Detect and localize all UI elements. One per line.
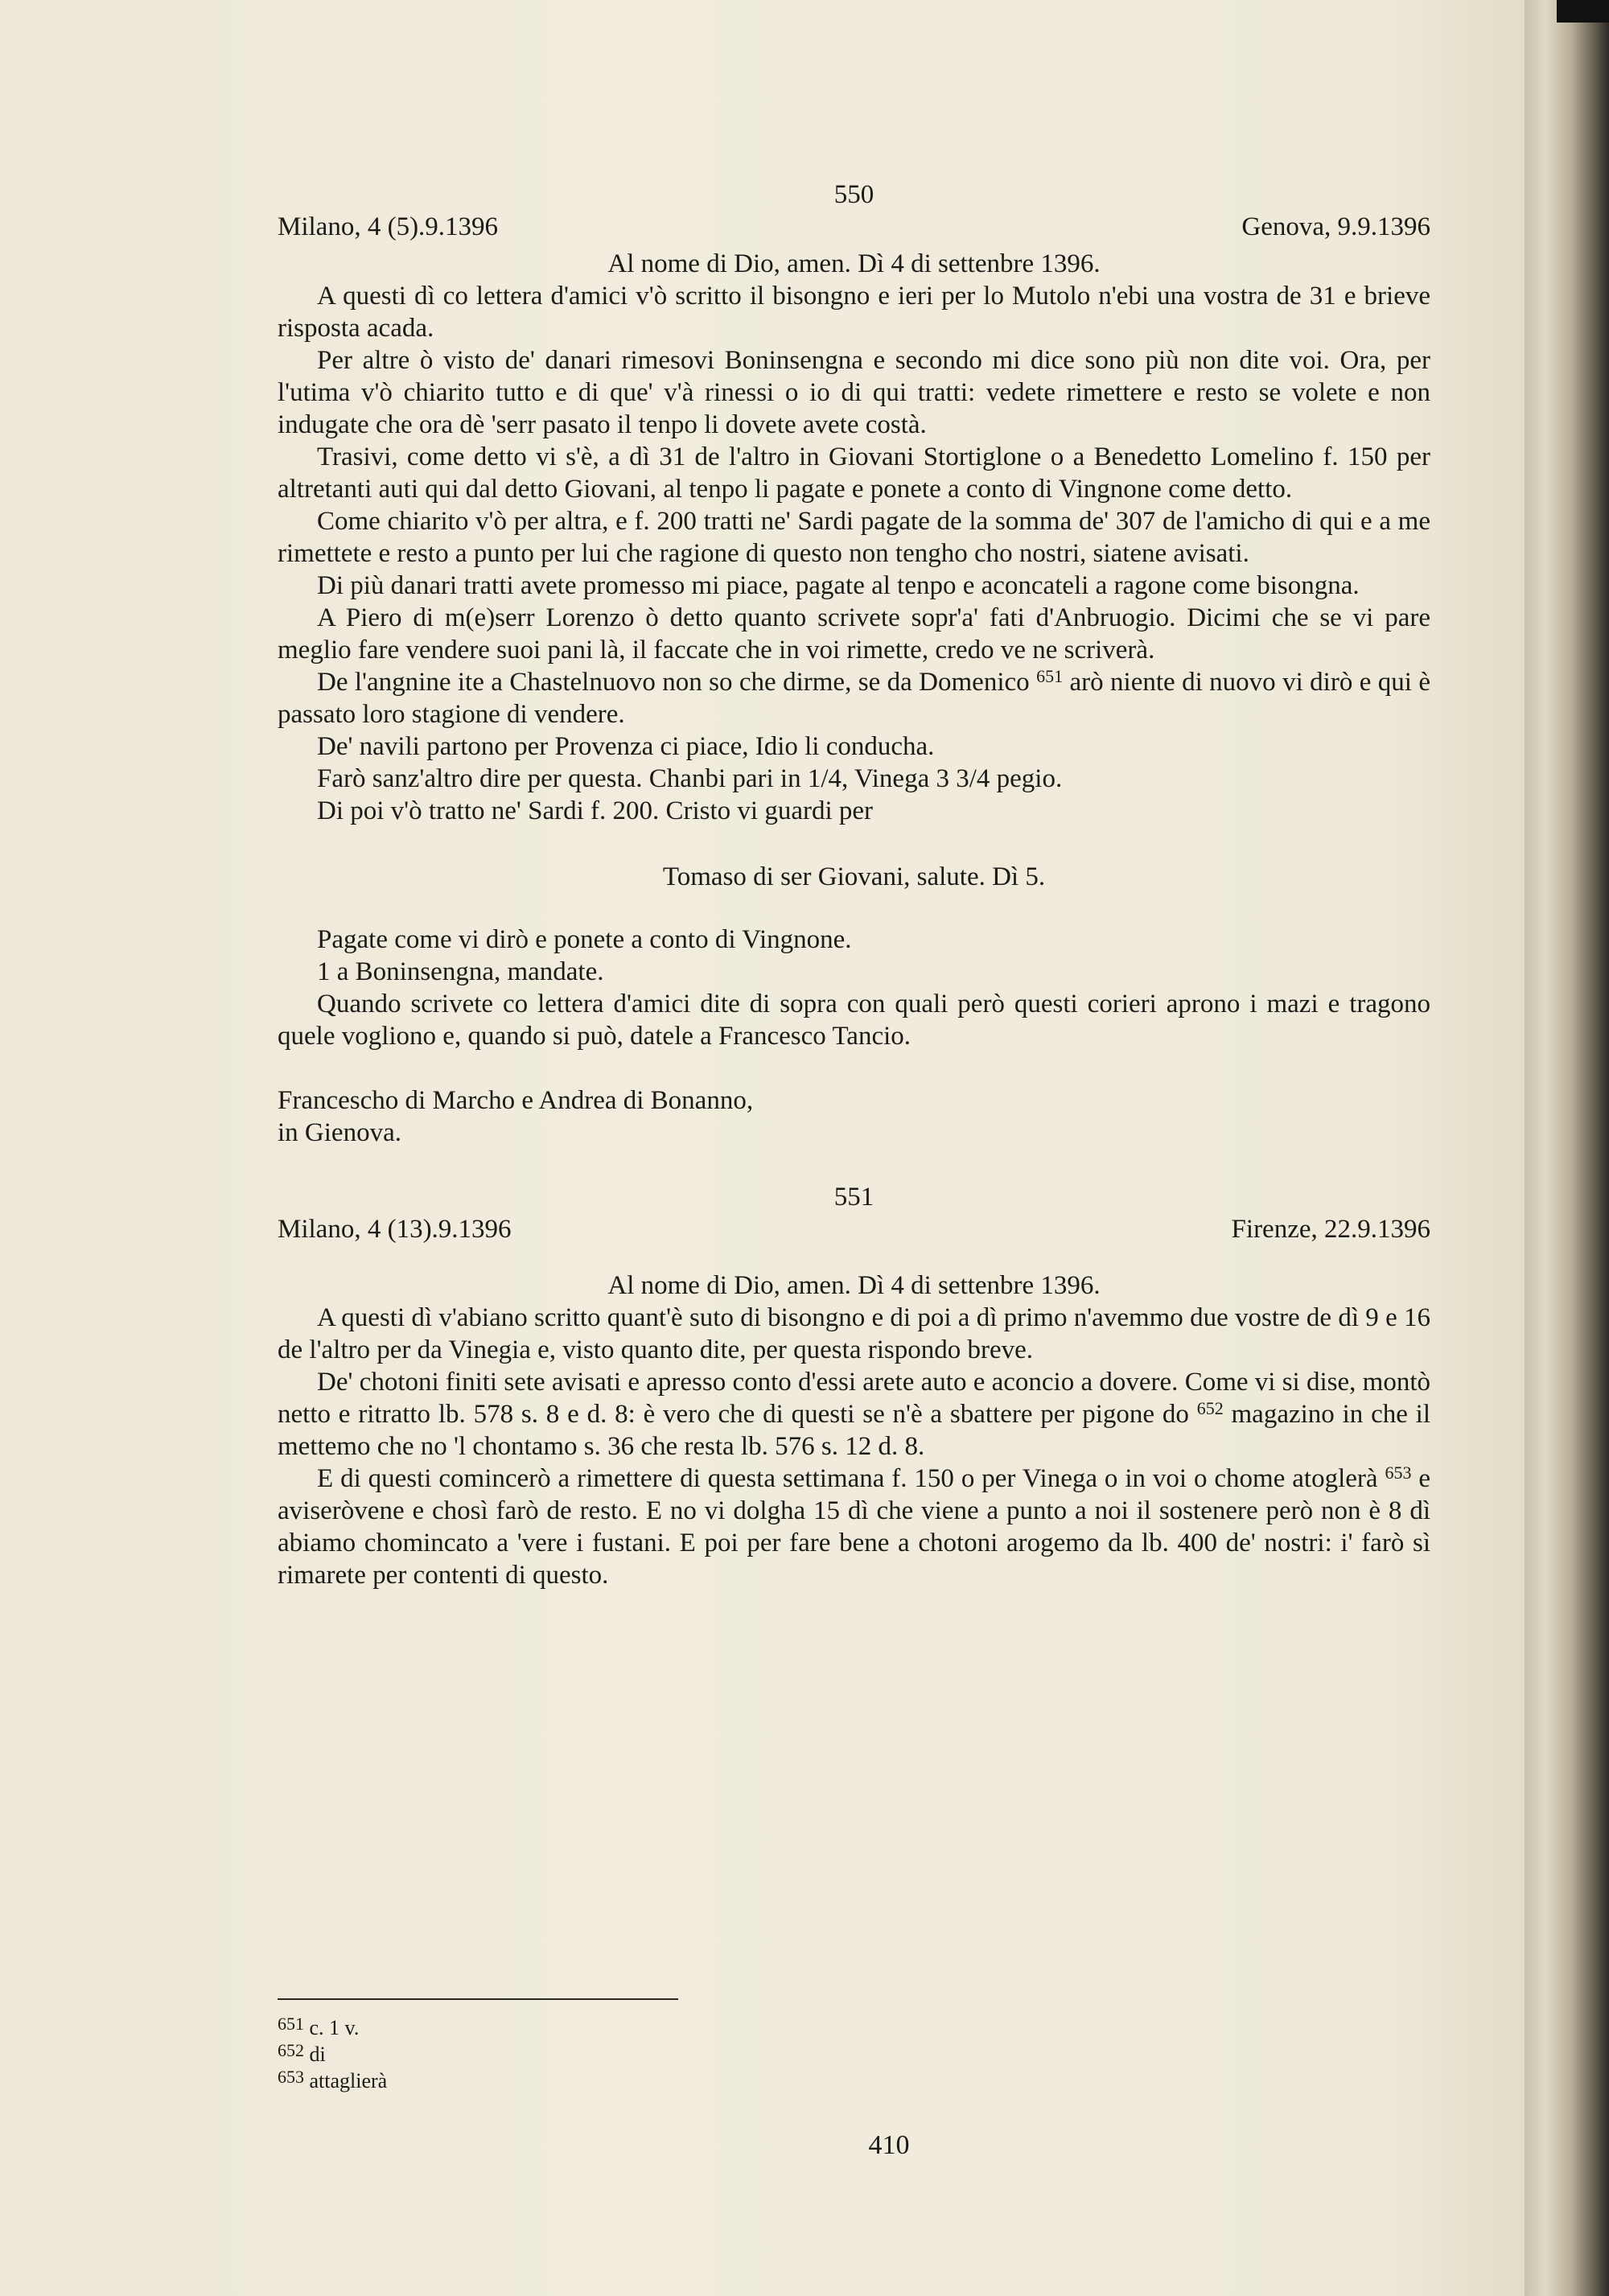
footnote-rule <box>278 1998 678 2000</box>
angnine-text-after: arò niente di nuovo vi dirò e qui è passato loro stagione di vendere. <box>278 668 1431 729</box>
letter-551-salutation: Al nome di Dio, amen. Dì 4 di settenbre 1396. <box>607 1271 1101 1300</box>
letter-551-header <box>278 1213 1430 1245</box>
letter-551-paragraph-rimettere <box>278 1463 1430 1591</box>
footnote-ref-652[interactable]: 652 <box>1196 1398 1224 1418</box>
letter-550-paragraph-navili: De' navili partono per Provenza ci piace, Idio li conducha. <box>317 732 935 761</box>
letter-550-paragraph: Come chiarito v'ò per altra, e f. 200 tratti ne' Sardi pagate de la somma de' 307 de l'amicho di qui e a me rimettete e resto a punto per lui che ragione di questo non tengho cho nostri, siatene avisati. <box>278 507 1430 568</box>
chotoni-text-before: De' chotoni finiti sete avisati e apresso conto d'essi arete auto e aconcio a dovere. Come vi si dise, montò netto e ritratto lb. 578 s. 8 e d. 8: è vero che di questi se n'è a sbattere per pigone do <box>278 1368 1430 1429</box>
letter-550-paragraph-angnine <box>278 666 1430 730</box>
letter-550-paragraph: A Piero di m(e)serr Lorenzo ò detto quanto scrivete sopr'a' fati d'Anbruogio. Dicimi che se vi pare meglio fare vendere suoi pani là, il faccate che in voi rimette, credo ve ne scriverà. <box>278 603 1430 665</box>
letter-551-paragraph: A questi dì v'abiano scritto quant'è suto di bisongno e di poi a dì primo n'avemmo due vostre de dì 9 e 16 de l'altro per da Vinegia e, visto quanto dite, per questa rispondo breve. <box>278 1303 1430 1364</box>
scan-edge <box>1557 0 1609 23</box>
footnote-number: 652 <box>278 2040 304 2060</box>
footnote-ref-651[interactable]: 651 <box>1036 666 1064 686</box>
letter-550-salutation: Al nome di Dio, amen. Dì 4 di settenbre 1396. <box>607 249 1101 278</box>
letter-550-paragraph-dipoi: Di poi v'ò tratto ne' Sardi f. 200. Cristo vi guardi per <box>317 796 874 825</box>
footnote-653 <box>278 2068 760 2094</box>
page-number: 410 <box>868 2130 910 2160</box>
letter-number-550: 550 <box>833 180 874 209</box>
footnote-651 <box>278 2014 760 2041</box>
letter-551-place-from: Milano, 4 (13).9.1396 <box>278 1215 512 1244</box>
letter-551-place-to: Firenze, 22.9.1396 <box>1231 1215 1430 1244</box>
page-body <box>278 179 1430 1591</box>
letter-550-postscript: Quando scrivete co lettera d'amici dite di sopra con quali però questi corieri aprono i mazi e tragono quele vogliono e, quando si può, datele a Francesco Tancio. <box>278 990 1430 1051</box>
footnote-number: 651 <box>278 2014 304 2034</box>
letter-550-address-line1: Francescho di Marcho e Andrea di Bonanno, <box>278 1086 754 1115</box>
letter-550-postscript: 1 a Boninsengna, mandate. <box>317 957 604 986</box>
spacer <box>278 1052 1430 1084</box>
letter-550-header <box>278 211 1430 243</box>
letter-number-551: 551 <box>833 1183 874 1212</box>
letter-550-paragraph: Per altre ò visto de' danari rimesovi Boninsengna e secondo mi dice sono più non dite voi. Ora, per l'utima v'ò chiarito tutto e di que' v'à rinessi o io di qui tratti: vedete rimettere e resto se volete e non indugate che ora dè 'serr pasato il tenpo li dovete avete costà. <box>278 346 1430 439</box>
footnote-text: attaglierà <box>309 2069 388 2092</box>
footnotes <box>278 2014 760 2094</box>
letter-551-paragraph-chotoni <box>278 1366 1430 1463</box>
letter-550-place-to: Genova, 9.9.1396 <box>1241 212 1430 241</box>
spacer <box>278 1149 1430 1181</box>
letter-550-paragraph: Di più danari tratti avete promesso mi piace, pagate al tenpo e aconcateli a ragone come bisongna. <box>317 571 1360 600</box>
footnote-text: c. 1 v. <box>309 2016 360 2039</box>
footnote-text: di <box>309 2043 326 2066</box>
rimettere-text-before: E di questi comincerò a rimettere di questa settimana f. 150 o per Vinega o in voi o chome atoglerà <box>317 1464 1378 1493</box>
letter-550-address-line2: in Gienova. <box>278 1118 401 1147</box>
chotoni-text-after: magazino in che il mettemo che no 'l chontamo s. 36 che resta lb. 576 s. 12 d. 8. <box>278 1400 1431 1461</box>
letter-550-postscript: Pagate come vi dirò e ponete a conto di Vingnone. <box>317 925 852 954</box>
book-spine-shadow <box>1525 0 1609 2296</box>
footnote-number: 653 <box>278 2067 304 2087</box>
letter-550-paragraph-faro: Farò sanz'altro dire per questa. Chanbi pari in 1/4, Vinega 3 3/4 pegio. <box>317 764 1063 793</box>
letter-550-signoff: Tomaso di ser Giovani, salute. Dì 5. <box>662 862 1046 891</box>
letter-550-paragraph: Trasivi, come detto vi s'è, a dì 31 de l'altro in Giovani Stortiglone o a Benedetto Lomelino f. 150 per altretanti auti qui dal detto Giovani, al tenpo li pagate e ponete a conto di Vingnone come detto. <box>278 442 1430 504</box>
rimettere-text-after: e aviseròvene e chosì farò de resto. E no vi dolgha 15 dì che viene a punto a noi il sostenere però non è 8 dì abiamo chomincato a 'vere i fustani. E poi per fare bene a chotoni arogemo da lb. 400 de' nostri: i' farò sì rimarete per contenti di questo. <box>278 1464 1431 1590</box>
letter-550-paragraph: A questi dì co lettera d'amici v'ò scritto il bisongno e ieri per lo Mutolo n'ebi una vostra de 31 e brieve risposta acada. <box>278 282 1430 343</box>
footnote-ref-653[interactable]: 653 <box>1385 1463 1412 1483</box>
angnine-text-before: De l'angnine ite a Chastelnuovo non so che dirme, se da Domenico <box>317 668 1030 697</box>
footnote-652 <box>278 2041 760 2068</box>
letter-550-place-from: Milano, 4 (5).9.1396 <box>278 212 499 241</box>
